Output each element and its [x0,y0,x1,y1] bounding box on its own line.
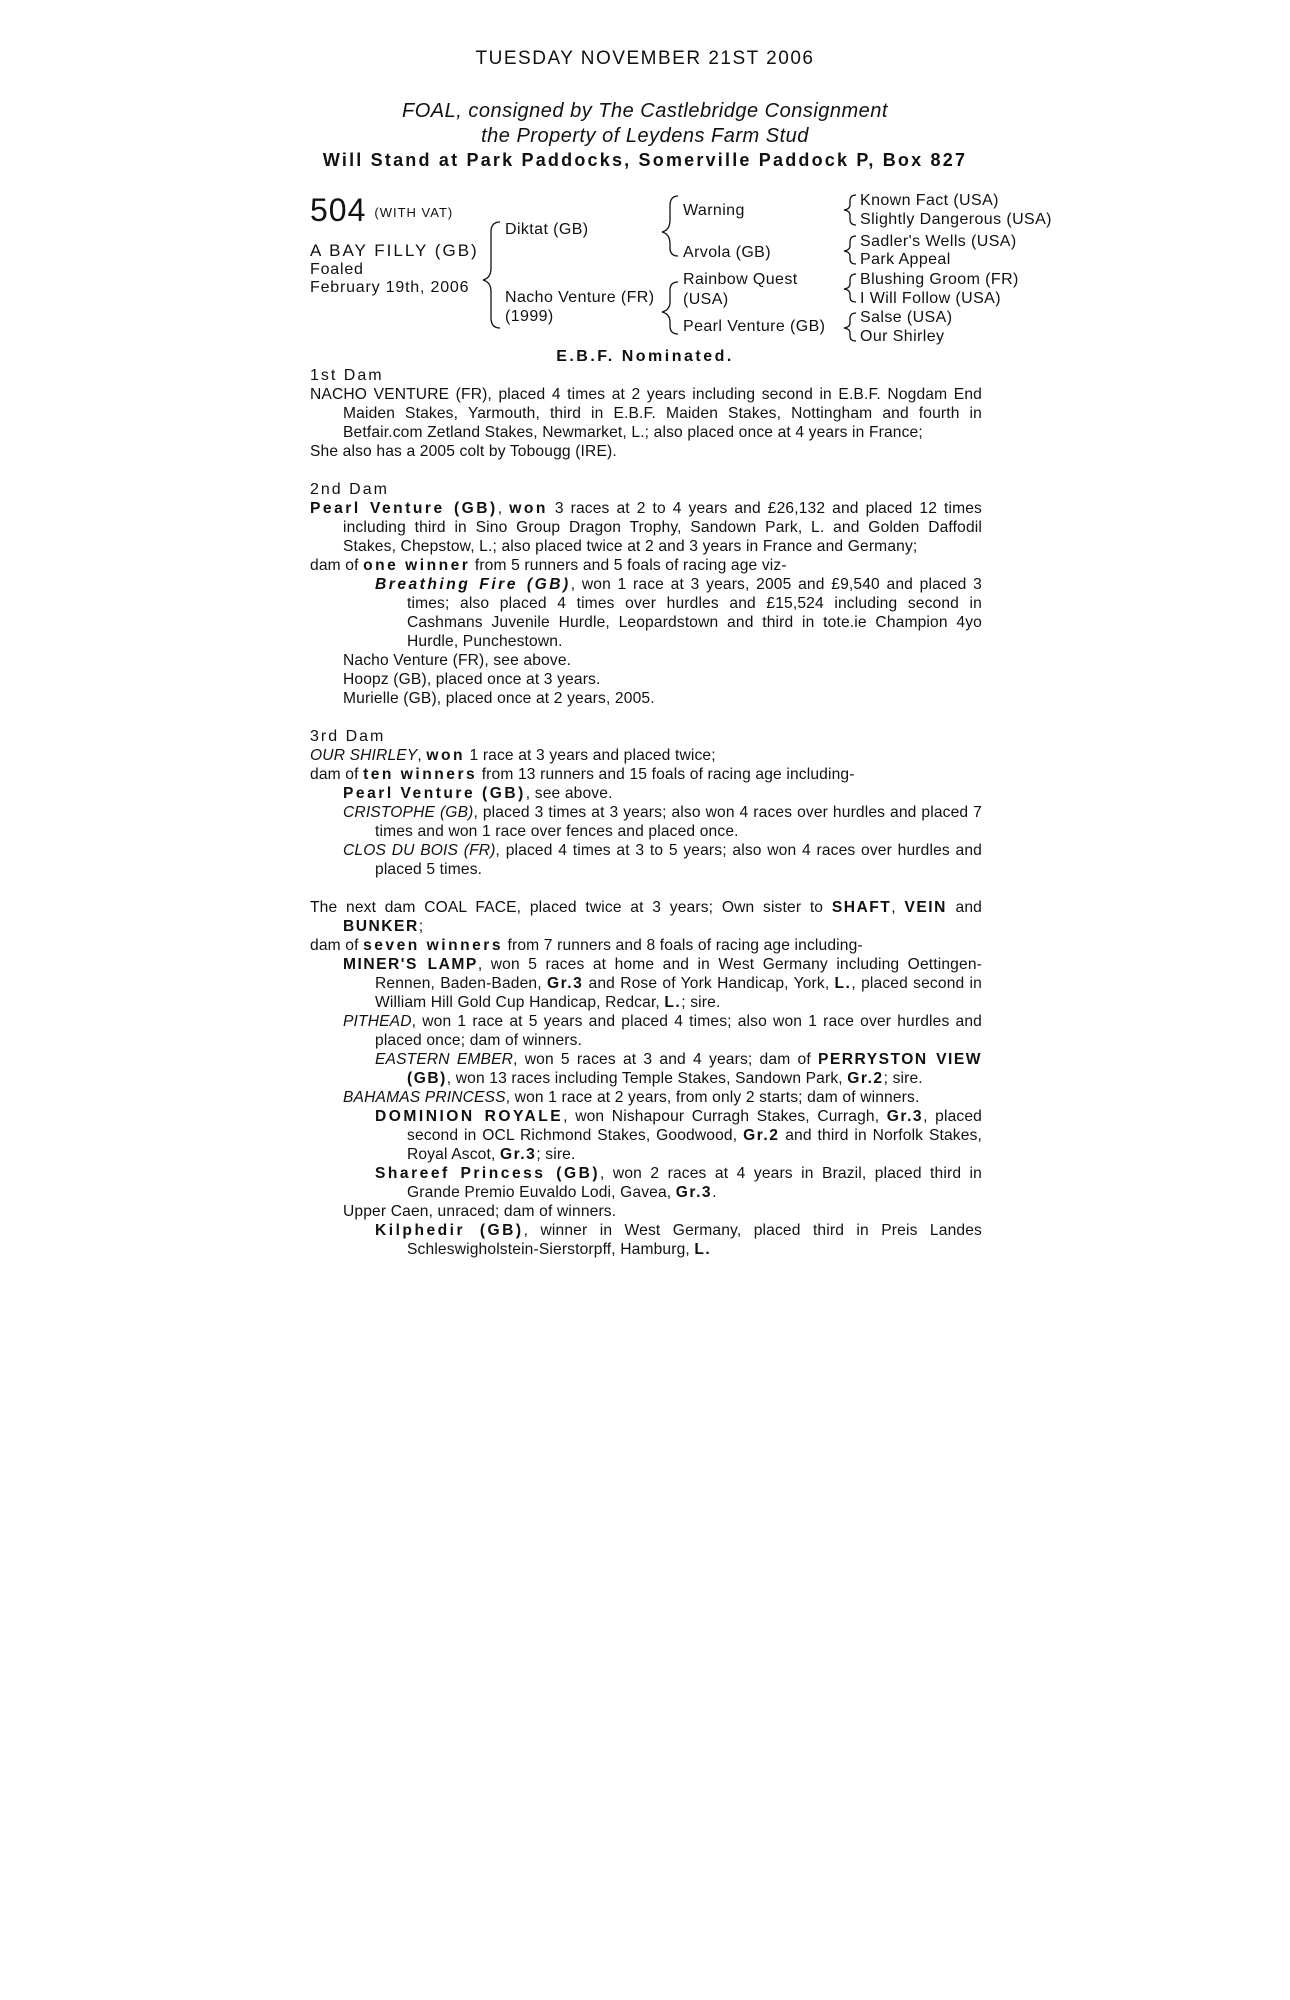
progeny-entry [343,841,982,879]
pedigree-dam: Nacho Venture (FR) [505,289,655,306]
progeny-name: Breathing Fire (GB) [375,576,571,593]
progeny-text: , winner in West Germany, placed third in Preis Landes Schleswigholstein-Sierstorpff, Hamburg, [407,1222,982,1258]
progeny-name: PITHEAD [343,1013,412,1030]
pedigree-sds: Sadler's Wells (USA) [860,233,1017,250]
second-dam-name: Pearl Venture (GB) [310,500,498,517]
progeny-text: , won 1 race at 5 years and placed 4 times; also won 1 race over hurdles and placed once; dam of winners. [375,1013,982,1049]
progeny-text: , won 1 race at 2 years, from only 2 starts; dam of winners. [505,1089,920,1106]
foaled-date: February 19th, 2006 [310,279,470,296]
progeny-entry: Hoopz (GB), placed once at 3 years. [343,671,601,688]
progeny-text: ; sire. [883,1070,923,1087]
sibling-name: VEIN [904,899,947,916]
second-dam-won: won [509,500,548,517]
third-dam-text: OUR SHIRLEY, won 1 race at 3 years and placed twice; [310,747,716,764]
progeny-name: CLOS DU BOIS (FR) [343,842,496,859]
progeny-text: , won 1 race at 3 years, 2005 and £9,540 and placed 3 times; also placed 4 times over hurdles and £15,524 including second in Cashmans Juvenile Hurdle, Leopardstown and third in tote.ie Champion 4yo Hurdle, Punchestown. [407,576,982,650]
progeny-text: , won Nishapour Curragh Stakes, Curragh, [563,1108,887,1125]
progeny-entry [343,955,982,1012]
progeny-text: , placed 4 times at 3 to 5 years; also won 4 races over hurdles and placed 5 times. [375,842,982,878]
pedigree-ssd: Slightly Dangerous (USA) [860,211,1052,228]
lot-number [310,192,453,229]
progeny-text: , won 13 races including Temple Stakes, Sandown Park, [446,1070,848,1087]
progeny-text: , won 2 races at 4 years in Brazil, placed third in Grande Premio Euvaldo Lodi, Gavea, [407,1165,982,1201]
progeny-entry [343,1088,982,1107]
progeny-entry: Murielle (GB), placed once at 2 years, 2005. [343,690,655,707]
dam-of-count: seven winners [363,937,504,954]
progeny-name: Shareef Princess (GB) [375,1165,601,1182]
separator: and [946,899,982,916]
pedigree-sire: Diktat (GB) [505,221,589,238]
race-grade: Gr.3 [499,1146,537,1163]
progeny-text: and third in Norfolk Stakes, Royal Ascot, [407,1127,983,1163]
third-dam-won: won [426,747,466,764]
progeny-entry: Upper Caen, unraced; dam of winners. [343,1203,617,1220]
vat-note: (WITH VAT) [374,205,454,221]
dam-of-suffix: from 5 runners and 5 foals of racing age viz- [470,557,787,574]
progeny-text: , placed second in OCL Richmond Stakes, Goodwood, [407,1108,982,1144]
lot-number-value: 504 [310,192,367,228]
pedigree-dsd: I Will Follow (USA) [860,290,1001,307]
next-dam-intro: The next dam COAL FACE, placed twice at 3 years; Own sister to [310,899,832,916]
foaled-label: Foaled [310,261,364,278]
progeny-name: CRISTOPHE (GB) [343,804,474,821]
progeny-text: , placed second in William Hill Gold Cup Handicap, Redcar, [375,975,982,1011]
progeny-text: and Rose of York Handicap, York, [583,975,835,992]
second-dam-dam-of [310,556,982,575]
progeny-entry [375,1164,982,1202]
second-dam-text: Pearl Venture (GB), won 3 races at 2 to 4 years and £26,132 and placed 12 times including third in Sino Group Dragon Trophy, Sandown Park, L. and Golden Daffodil Stakes, Chepstow, L.; also placed twice at 2 and 3 years in France and Germany; [310,500,982,555]
dam-of-count: ten winners [363,766,478,783]
progeny-entry [375,1050,982,1088]
pedigree-dds: Salse (USA) [860,309,953,326]
catalogue-body [310,366,982,1259]
separator: , [891,899,905,916]
separator: ; [418,918,424,935]
sale-date: TUESDAY NOVEMBER 21ST 2006 [475,48,815,69]
progeny-text: . [712,1184,717,1201]
first-dam-text: NACHO VENTURE (FR), placed 4 times at 2 years including second in E.B.F. Nogdam End Maiden Stakes, Yarmouth, third in E.B.F. Maiden Stakes, Nottingham and fourth in Betfair.com Zetland Stakes, Newmarket, L.; also placed once at 4 years in France; [310,386,982,441]
third-dam-record: 1 race at 3 years and placed twice; [465,747,716,764]
progeny-name: Pearl Venture (GB) [343,785,526,802]
progeny-entry [375,575,982,651]
race-grade: L. [834,975,852,992]
pedigree-dam-year: (1999) [505,308,554,325]
dam-of-prefix: dam of [310,766,364,783]
race-grade: Gr.2 [847,1070,884,1087]
stand-location: Will Stand at Park Paddocks, Somerville Paddock P, Box 827 [322,150,968,170]
next-dam-text [310,898,982,936]
progeny-entry [343,784,982,803]
progeny-name: EASTERN EMBER [375,1051,514,1068]
next-dam-dam-of [310,936,982,955]
dam-of-suffix: from 13 runners and 15 foals of racing age including- [477,766,855,783]
pedigree-dam-dam: Pearl Venture (GB) [683,318,826,335]
ebf-nominated: E.B.F. Nominated. [556,348,734,365]
dam-of-prefix: dam of [310,557,364,574]
progeny-entry [375,1221,982,1259]
progeny-text: ; sire. [681,994,721,1011]
second-dam-heading: 2nd Dam [310,481,389,498]
race-grade: Gr.3 [546,975,584,992]
sibling-name: SHAFT [831,899,892,916]
third-dam-name: OUR SHIRLEY [310,747,418,764]
progeny-text: , see above. [525,785,613,802]
progeny-entry [343,803,982,841]
progeny-name: PERRYSTON VIEW (GB) [407,1051,983,1087]
race-grade: Gr.3 [886,1108,924,1125]
third-dam-dam-of [310,765,982,784]
progeny-text: ; sire. [536,1146,576,1163]
progeny-name: BAHAMAS PRINCESS [343,1089,506,1106]
dam-of-suffix: from 7 runners and 8 foals of racing age including- [503,937,863,954]
pedigree-sire-dam: Arvola (GB) [683,244,771,261]
dam-of-prefix: dam of [310,937,364,954]
progeny-text: , won 5 races at 3 and 4 years; dam of [513,1051,818,1068]
race-grade: L. [694,1241,712,1258]
pedigree-dss: Blushing Groom (FR) [860,271,1019,288]
race-grade: L. [664,994,682,1011]
first-dam-note: She also has a 2005 colt by Tobougg (IRE). [310,443,617,460]
progeny-name: Kilphedir (GB) [375,1222,524,1239]
first-dam-heading: 1st Dam [310,367,384,384]
pedigree-ddd: Our Shirley [860,328,945,345]
progeny-text: , placed 3 times at 3 years; also won 4 races over hurdles and placed 7 times and won 1 race over fences and placed once. [375,804,982,840]
pedigree-sire-sire: Warning [683,202,745,219]
consignor-line: FOAL, consigned by The Castlebridge Consignment [402,100,888,122]
pedigree-sss: Known Fact (USA) [860,192,999,209]
dam-of-count: one winner [363,557,471,574]
third-dam-heading: 3rd Dam [310,728,386,745]
progeny-name: DOMINION ROYALE [375,1108,564,1125]
progeny-name: MINER'S LAMP [343,956,478,973]
pedigree-sdd: Park Appeal [860,251,951,268]
progeny-text: , won 5 races at home and in West Germany including Oettingen-Rennen, Baden-Baden, [375,956,982,992]
progeny-entry: Nacho Venture (FR), see above. [343,652,572,669]
race-grade: Gr.3 [675,1184,713,1201]
pedigree-dam-sire-country: (USA) [683,291,729,308]
progeny-entry [343,1012,982,1050]
sibling-name: BUNKER [343,918,419,935]
progeny-entry [375,1107,982,1164]
lot-description: A BAY FILLY (GB) [310,241,479,260]
property-line: the Property of Leydens Farm Stud [481,125,809,147]
race-grade: Gr.2 [743,1127,780,1144]
pedigree-dam-sire: Rainbow Quest [683,271,798,288]
second-dam-record: 3 races at 2 to 4 years and £26,132 and placed 12 times including third in Sino Group Dragon Trophy, Sandown Park, L. and Golden Daffodil Stakes, Chepstow, L.; also placed twice at 2 and 3 years in France and Germany; [343,500,982,555]
